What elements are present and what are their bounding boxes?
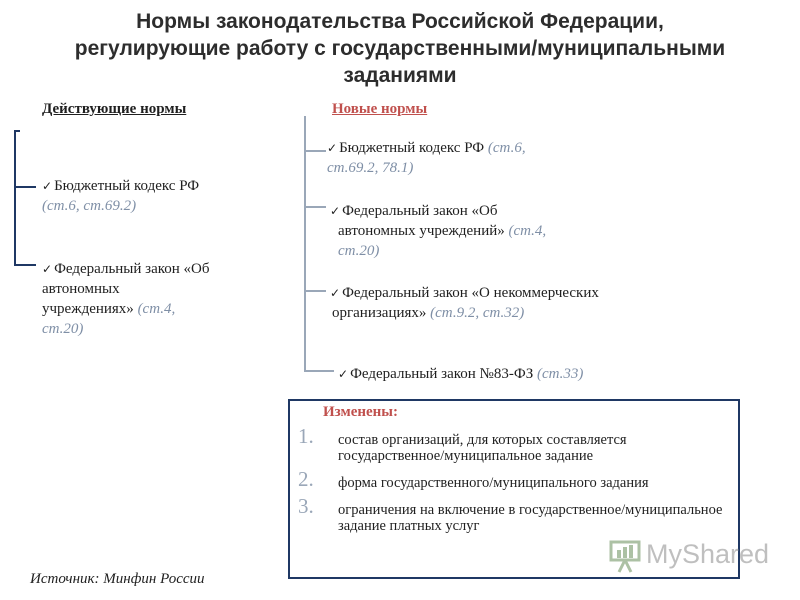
current-norms-heading: Действующие нормы bbox=[42, 101, 187, 117]
article-reference: (ст.6, bbox=[487, 140, 526, 156]
title-line-2: регулирующие работу с государственными/муниципальными bbox=[74, 37, 726, 60]
changes-list bbox=[298, 425, 730, 538]
list-number: 3. bbox=[298, 494, 314, 518]
article-reference: ст.20) bbox=[42, 321, 84, 337]
title-line-3: заданиями bbox=[343, 64, 457, 87]
checkmark-icon: ✓ bbox=[42, 179, 53, 193]
new-norm-item: ✓ Федеральный закон «Об автономных учреждений» (ст.4, ст.20) bbox=[330, 203, 547, 259]
article-reference: ст.69.2, 78.1) bbox=[327, 160, 414, 176]
list-item bbox=[298, 495, 730, 534]
list-text: состав организаций, для которых составляется государственное/муниципальное задание bbox=[338, 432, 627, 464]
current-norm-item: ✓ Бюджетный кодекс РФ (ст.6, ст.69.2) bbox=[42, 178, 200, 214]
new-norms-heading: Новые нормы bbox=[332, 101, 428, 117]
watermark bbox=[606, 536, 776, 576]
list-item bbox=[298, 468, 730, 491]
new-norm-item: ✓ Бюджетный кодекс РФ (ст.6, ст.69.2, 78.1) bbox=[327, 140, 526, 176]
title-line-1: Нормы законодательства Российской Федерации, bbox=[136, 10, 664, 33]
list-number: 2. bbox=[298, 467, 314, 491]
article-reference: (ст.4, bbox=[137, 301, 176, 317]
article-reference: (ст.9.2, ст.32) bbox=[430, 305, 525, 321]
new-norm-item: ✓ Федеральный закон №83-ФЗ (ст.33) bbox=[338, 366, 584, 382]
checkmark-icon: ✓ bbox=[330, 204, 341, 218]
article-reference: (ст.4, bbox=[508, 223, 547, 239]
list-text: ограничения на включение в государственное/муниципальное задание платных услуг bbox=[338, 502, 723, 534]
list-text: форма государственного/муниципального задания bbox=[338, 475, 649, 491]
source-note: Источник: Минфин России bbox=[30, 571, 205, 587]
checkmark-icon: ✓ bbox=[42, 262, 53, 276]
list-item bbox=[298, 425, 730, 464]
checkmark-icon: ✓ bbox=[338, 367, 349, 381]
article-reference: (ст.33) bbox=[536, 366, 584, 382]
presentation-board-icon bbox=[608, 536, 644, 574]
watermark-text: MyShared bbox=[646, 539, 770, 569]
changes-title: Изменены: bbox=[323, 404, 399, 420]
current-norm-item: ✓ Федеральный закон «Об автономных учреждениях» (ст.4, ст.20) bbox=[42, 261, 210, 337]
article-reference: (ст.6, ст.69.2) bbox=[42, 198, 137, 214]
new-norm-item: ✓ Федеральный закон «О некоммерческих организациях» (ст.9.2, ст.32) bbox=[330, 285, 599, 321]
checkmark-icon: ✓ bbox=[327, 141, 338, 155]
article-reference: ст.20) bbox=[338, 243, 380, 259]
checkmark-icon: ✓ bbox=[330, 286, 341, 300]
list-number: 1. bbox=[298, 424, 314, 448]
page-title bbox=[20, 8, 780, 89]
